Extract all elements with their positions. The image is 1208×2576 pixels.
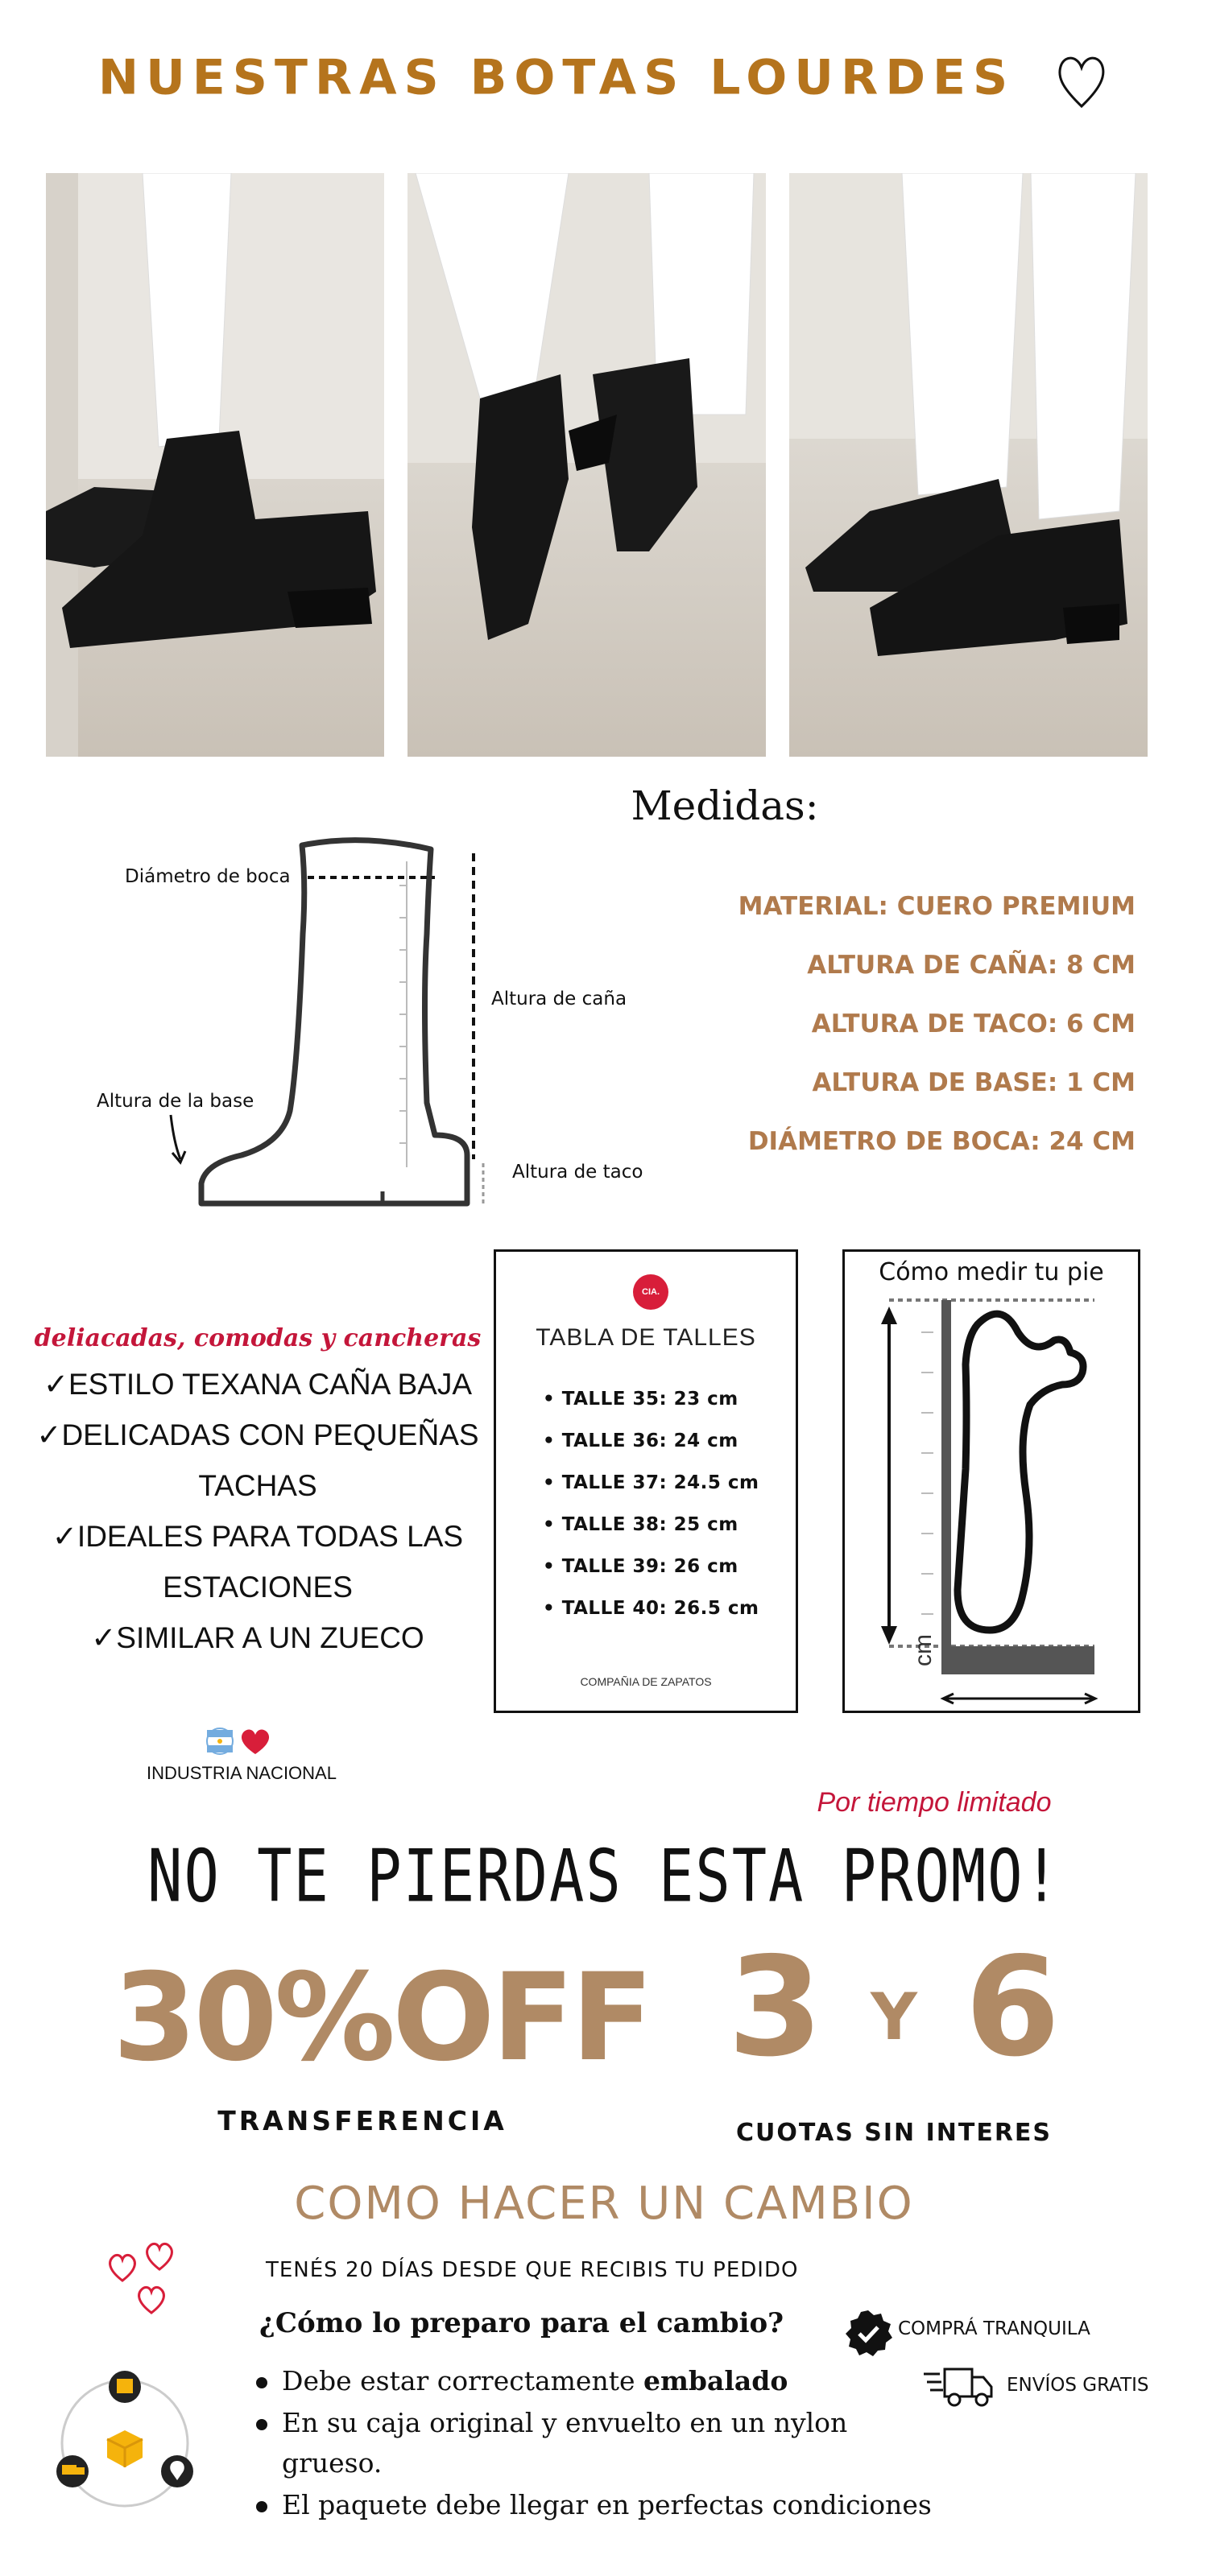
promo-title: NO TE PIERDAS ESTA PROMO! [147, 1833, 1061, 1918]
size-row: • TALLE 36: 24 cm [543, 1430, 738, 1451]
spec-altura-cana: ALTURA DE CAÑA: 8 CM [807, 951, 1136, 980]
check-icon: ✓ [91, 1620, 117, 1655]
feature-item: ✓SIMILAR A UN ZUECO [91, 1620, 424, 1655]
cambio-bullet-cont: grueso. [282, 2447, 383, 2479]
verified-badge-icon [844, 2309, 892, 2357]
size-row: • TALLE 35: 23 cm [543, 1389, 738, 1410]
delivery-truck-icon [922, 2363, 995, 2411]
size-row: • TALLE 40: 26.5 cm [543, 1598, 759, 1619]
measure-foot-title: Cómo medir tu pie [879, 1258, 1104, 1286]
label-diametro-boca: Diámetro de boca [125, 866, 291, 887]
feature-item: ✓DELICADAS CON PEQUEÑAS [36, 1418, 479, 1452]
boot-photo-2 [407, 173, 766, 757]
size-table-footer: COMPAÑIA DE ZAPATOS [580, 1675, 712, 1688]
spec-altura-taco: ALTURA DE TACO: 6 CM [811, 1009, 1136, 1038]
heart-outline-icon [1053, 48, 1110, 113]
medidas-title: Medidas: [631, 782, 819, 829]
compra-tranquila-label: COMPRÁ TRANQUILA [898, 2318, 1090, 2339]
features-tagline: deliacadas, comodas y cancheras [34, 1324, 482, 1352]
brand-badge: CIA. [633, 1274, 668, 1310]
spec-altura-base: ALTURA DE BASE: 1 CM [812, 1068, 1136, 1097]
size-row: • TALLE 38: 25 cm [543, 1514, 738, 1535]
industria-nacional-label: INDUSTRIA NACIONAL [147, 1763, 337, 1783]
check-icon: ✓ [52, 1519, 77, 1554]
cambio-subtitle: TENÉS 20 DÍAS DESDE QUE RECIBIS TU PEDIDO [266, 2258, 799, 2282]
label-altura-cana: Altura de caña [491, 989, 627, 1009]
page-title-text: NUESTRAS BOTAS LOURDES [97, 49, 1016, 106]
size-row: • TALLE 39: 26 cm [543, 1556, 738, 1577]
feature-item-cont: TACHAS [198, 1469, 317, 1502]
foot-outline-icon [845, 1292, 1138, 1711]
hearts-icon [105, 2242, 181, 2318]
cambio-prep-title: ¿Cómo lo preparo para el cambio? [259, 2307, 784, 2339]
size-row: • TALLE 37: 24.5 cm [543, 1472, 759, 1493]
promo-cuotas-subtitle: CUOTAS SIN INTERES [735, 2119, 1053, 2147]
page-title [0, 48, 1208, 113]
feature-item: ✓ESTILO TEXANA CAÑA BAJA [43, 1367, 473, 1402]
feature-item: ✓IDEALES PARA TODAS LAS [52, 1519, 464, 1554]
spec-material: MATERIAL: CUERO PREMIUM [738, 892, 1136, 921]
measure-unit: cm [910, 1634, 937, 1666]
promo-cuotas: 3 Y 6 [727, 1928, 1061, 2087]
promo-discount-subtitle: TRANSFERENCIA [217, 2105, 507, 2136]
check-icon: ✓ [43, 1367, 68, 1402]
measure-foot-guide [842, 1249, 1140, 1713]
promo-discount: 30%OFF [113, 1948, 651, 2088]
label-altura-base: Altura de la base [97, 1091, 254, 1112]
cambio-title: COMO HACER UN CAMBIO [294, 2178, 914, 2230]
label-altura-taco: Altura de taco [512, 1162, 643, 1183]
boot-measure-diagram [161, 837, 515, 1216]
feature-item-cont: ESTACIONES [163, 1571, 353, 1604]
spec-diametro-boca: DIÁMETRO DE BOCA: 24 CM [747, 1127, 1136, 1156]
check-icon: ✓ [36, 1418, 62, 1452]
cambio-bullet: Debe estar correctamente embalado [256, 2365, 788, 2396]
boot-photo-1 [46, 173, 384, 757]
cambio-bullet: En su caja original y envuelto en un nylon [256, 2407, 847, 2438]
envios-gratis-label: ENVÍOS GRATIS [1007, 2375, 1149, 2396]
logistics-icon [52, 2371, 197, 2516]
argentina-flag-heart-icon [205, 1725, 278, 1757]
promo-limited: Por tiempo limitado [817, 1787, 1052, 1818]
size-table [494, 1249, 798, 1713]
cambio-bullet: El paquete debe llegar en perfectas condiciones [256, 2489, 932, 2520]
boot-photo-3 [789, 173, 1148, 757]
size-table-title: TABLA DE TALLES [536, 1324, 756, 1351]
